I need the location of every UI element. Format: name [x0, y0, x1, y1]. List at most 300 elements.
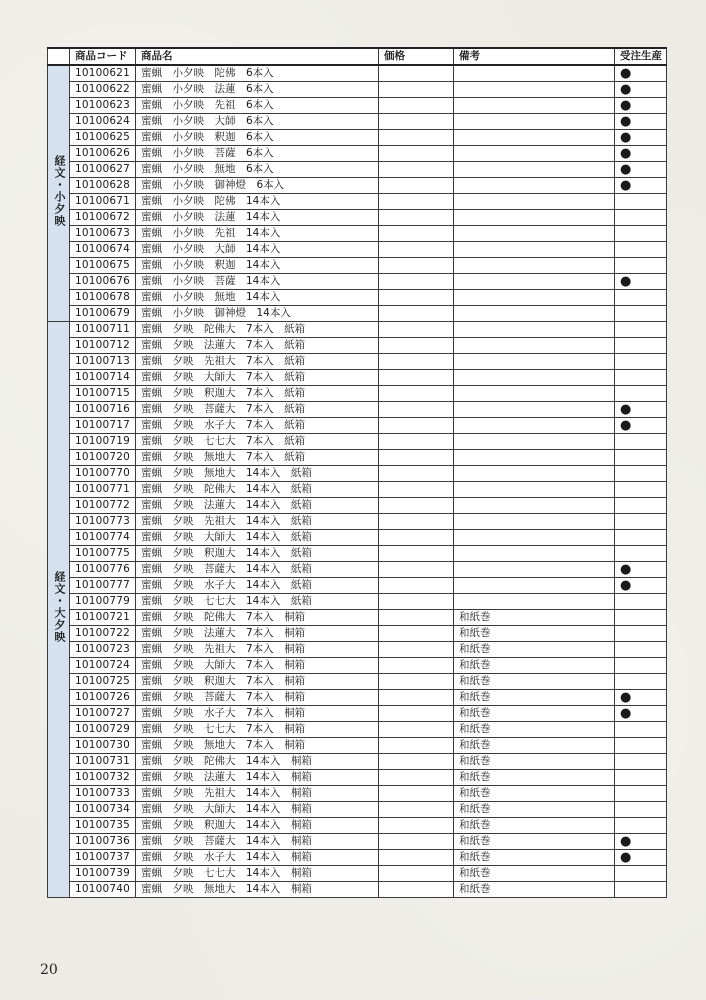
product-code: 10100627 [70, 162, 136, 178]
product-price [379, 210, 454, 226]
table-row [48, 65, 667, 82]
table-row [48, 786, 667, 802]
made-to-order-cell [615, 114, 667, 130]
product-code: 10100735 [70, 818, 136, 834]
product-name: 蜜蝋 小夕映 菩薩 6本入 [136, 146, 379, 162]
product-note [454, 562, 615, 578]
product-note [454, 242, 615, 258]
product-name: 蜜蝋 小夕映 陀佛 6本入 [136, 65, 379, 82]
made-to-order-cell [615, 450, 667, 466]
product-price [379, 818, 454, 834]
product-price [379, 770, 454, 786]
product-name: 蜜蝋 小夕映 先祖 14本入 [136, 226, 379, 242]
product-note [454, 194, 615, 210]
product-note: 和紙巻 [454, 770, 615, 786]
product-code: 10100678 [70, 290, 136, 306]
product-code: 10100771 [70, 482, 136, 498]
product-name: 蜜蝋 夕映 大師大 14本入 紙箱 [136, 530, 379, 546]
table-row [48, 690, 667, 706]
made-to-order-cell [615, 594, 667, 610]
made-to-order-cell [615, 754, 667, 770]
header-name: 商品名 [136, 48, 379, 65]
product-name: 蜜蝋 夕映 菩薩大 7本入 紙箱 [136, 402, 379, 418]
product-price [379, 562, 454, 578]
made-to-order-cell [615, 578, 667, 594]
table-row [48, 354, 667, 370]
made-to-order-mark: ● [620, 162, 632, 177]
made-to-order-mark: ● [620, 850, 632, 865]
product-note: 和紙巻 [454, 834, 615, 850]
product-note [454, 274, 615, 290]
product-price [379, 514, 454, 530]
table-row [48, 658, 667, 674]
table-row [48, 562, 667, 578]
product-name: 蜜蝋 夕映 先祖大 7本入 紙箱 [136, 354, 379, 370]
product-note [454, 162, 615, 178]
product-price [379, 466, 454, 482]
made-to-order-cell [615, 242, 667, 258]
product-code: 10100727 [70, 706, 136, 722]
product-price [379, 354, 454, 370]
product-name: 蜜蝋 小夕映 法蓮 6本入 [136, 82, 379, 98]
made-to-order-cell [615, 674, 667, 690]
product-price [379, 386, 454, 402]
table-row [48, 242, 667, 258]
product-price [379, 274, 454, 290]
product-name: 蜜蝋 夕映 水子大 14本入 紙箱 [136, 578, 379, 594]
product-price [379, 530, 454, 546]
product-price [379, 370, 454, 386]
product-note [454, 418, 615, 434]
product-name: 蜜蝋 小夕映 菩薩 14本入 [136, 274, 379, 290]
product-price [379, 546, 454, 562]
table-row [48, 818, 667, 834]
table-row [48, 498, 667, 514]
table-row [48, 290, 667, 306]
table-row [48, 386, 667, 402]
category-label: 経文・大夕映 [53, 571, 66, 643]
product-note [454, 98, 615, 114]
made-to-order-cell [615, 866, 667, 882]
product-name: 蜜蝋 夕映 法蓮大 14本入 桐箱 [136, 770, 379, 786]
table-row [48, 738, 667, 754]
product-note: 和紙巻 [454, 754, 615, 770]
product-price [379, 482, 454, 498]
product-note [454, 226, 615, 242]
table-row [48, 706, 667, 722]
product-price [379, 258, 454, 274]
made-to-order-mark: ● [620, 418, 632, 433]
product-code: 10100725 [70, 674, 136, 690]
product-name: 蜜蝋 小夕映 先祖 6本入 [136, 98, 379, 114]
product-price [379, 674, 454, 690]
product-code: 10100674 [70, 242, 136, 258]
product-note: 和紙巻 [454, 850, 615, 866]
product-note [454, 386, 615, 402]
made-to-order-cell [615, 514, 667, 530]
product-name: 蜜蝋 夕映 先祖大 14本入 紙箱 [136, 514, 379, 530]
table-row [48, 162, 667, 178]
table-row [48, 514, 667, 530]
made-to-order-mark: ● [620, 834, 632, 849]
made-to-order-cell [615, 258, 667, 274]
made-to-order-cell [615, 65, 667, 82]
table-row [48, 178, 667, 194]
product-price [379, 578, 454, 594]
product-price [379, 194, 454, 210]
page-number: 20 [40, 962, 58, 978]
category-label-cell [48, 65, 70, 322]
product-price [379, 866, 454, 882]
header-note: 備考 [454, 48, 615, 65]
product-note: 和紙巻 [454, 722, 615, 738]
product-name: 蜜蝋 夕映 七七大 7本入 紙箱 [136, 434, 379, 450]
made-to-order-mark: ● [620, 690, 632, 705]
made-to-order-cell [615, 658, 667, 674]
product-name: 蜜蝋 小夕映 大師 6本入 [136, 114, 379, 130]
product-code: 10100740 [70, 882, 136, 898]
product-code: 10100730 [70, 738, 136, 754]
product-note [454, 450, 615, 466]
product-note [454, 258, 615, 274]
made-to-order-cell [615, 530, 667, 546]
product-price [379, 65, 454, 82]
product-name: 蜜蝋 夕映 七七大 14本入 桐箱 [136, 866, 379, 882]
table-row [48, 322, 667, 338]
product-code: 10100726 [70, 690, 136, 706]
product-name: 蜜蝋 夕映 陀佛大 7本入 紙箱 [136, 322, 379, 338]
category-label: 経文・小夕映 [53, 155, 66, 227]
product-note [454, 434, 615, 450]
product-name: 蜜蝋 夕映 水子大 7本入 桐箱 [136, 706, 379, 722]
product-price [379, 290, 454, 306]
product-code: 10100774 [70, 530, 136, 546]
product-code: 10100673 [70, 226, 136, 242]
product-price [379, 178, 454, 194]
table-row [48, 434, 667, 450]
table-row [48, 146, 667, 162]
product-name: 蜜蝋 小夕映 無地 14本入 [136, 290, 379, 306]
product-note [454, 130, 615, 146]
product-code: 10100731 [70, 754, 136, 770]
made-to-order-cell [615, 882, 667, 898]
product-note: 和紙巻 [454, 642, 615, 658]
product-name: 蜜蝋 小夕映 法蓮 14本入 [136, 210, 379, 226]
product-note: 和紙巻 [454, 802, 615, 818]
product-note [454, 514, 615, 530]
made-to-order-cell [615, 370, 667, 386]
product-code: 10100671 [70, 194, 136, 210]
product-name: 蜜蝋 小夕映 陀佛 14本入 [136, 194, 379, 210]
product-name: 蜜蝋 夕映 水子大 7本入 紙箱 [136, 418, 379, 434]
made-to-order-mark: ● [620, 114, 632, 129]
product-name: 蜜蝋 夕映 釈迦大 14本入 桐箱 [136, 818, 379, 834]
category-label-cell [48, 322, 70, 898]
product-name: 蜜蝋 小夕映 大師 14本入 [136, 242, 379, 258]
table-row [48, 882, 667, 898]
table-row [48, 754, 667, 770]
product-note [454, 482, 615, 498]
made-to-order-cell [615, 386, 667, 402]
product-note: 和紙巻 [454, 674, 615, 690]
product-code: 10100772 [70, 498, 136, 514]
header-order: 受注生産 [615, 48, 667, 65]
made-to-order-cell [615, 466, 667, 482]
made-to-order-cell [615, 434, 667, 450]
product-code: 10100720 [70, 450, 136, 466]
product-note: 和紙巻 [454, 626, 615, 642]
made-to-order-cell [615, 338, 667, 354]
product-code: 10100729 [70, 722, 136, 738]
product-code: 10100672 [70, 210, 136, 226]
product-note: 和紙巻 [454, 882, 615, 898]
product-code: 10100625 [70, 130, 136, 146]
product-code: 10100719 [70, 434, 136, 450]
table-row [48, 226, 667, 242]
table-row [48, 578, 667, 594]
product-code: 10100776 [70, 562, 136, 578]
product-code: 10100675 [70, 258, 136, 274]
product-code: 10100733 [70, 786, 136, 802]
product-note: 和紙巻 [454, 818, 615, 834]
product-price [379, 626, 454, 642]
header-price: 価格 [379, 48, 454, 65]
made-to-order-cell [615, 210, 667, 226]
product-note [454, 322, 615, 338]
made-to-order-mark: ● [620, 82, 632, 97]
table-row [48, 482, 667, 498]
made-to-order-cell [615, 802, 667, 818]
product-note [454, 466, 615, 482]
product-name: 蜜蝋 夕映 先祖大 14本入 桐箱 [136, 786, 379, 802]
product-code: 10100779 [70, 594, 136, 610]
made-to-order-cell [615, 834, 667, 850]
product-price [379, 786, 454, 802]
product-name: 蜜蝋 夕映 菩薩大 14本入 紙箱 [136, 562, 379, 578]
product-price [379, 658, 454, 674]
made-to-order-cell [615, 82, 667, 98]
product-name: 蜜蝋 小夕映 御神燈 6本入 [136, 178, 379, 194]
product-code: 10100777 [70, 578, 136, 594]
made-to-order-mark: ● [620, 706, 632, 721]
made-to-order-cell [615, 642, 667, 658]
table-row [48, 258, 667, 274]
product-code: 10100770 [70, 466, 136, 482]
product-name: 蜜蝋 夕映 無地大 14本入 桐箱 [136, 882, 379, 898]
product-name: 蜜蝋 夕映 法蓮大 7本入 紙箱 [136, 338, 379, 354]
product-note [454, 530, 615, 546]
made-to-order-cell [615, 722, 667, 738]
product-name: 蜜蝋 夕映 陀佛大 14本入 桐箱 [136, 754, 379, 770]
table-row [48, 210, 667, 226]
product-price [379, 834, 454, 850]
product-note: 和紙巻 [454, 786, 615, 802]
made-to-order-cell [615, 162, 667, 178]
product-note [454, 210, 615, 226]
made-to-order-mark: ● [620, 402, 632, 417]
product-name: 蜜蝋 夕映 七七大 14本入 紙箱 [136, 594, 379, 610]
product-price [379, 82, 454, 98]
product-code: 10100628 [70, 178, 136, 194]
table-row [48, 370, 667, 386]
product-note [454, 498, 615, 514]
table-body [48, 65, 667, 898]
header-category-cell [48, 48, 70, 65]
product-note [454, 594, 615, 610]
product-code: 10100773 [70, 514, 136, 530]
made-to-order-cell [615, 178, 667, 194]
product-note [454, 354, 615, 370]
product-code: 10100622 [70, 82, 136, 98]
product-code: 10100721 [70, 610, 136, 626]
made-to-order-cell [615, 274, 667, 290]
product-code: 10100734 [70, 802, 136, 818]
made-to-order-cell [615, 770, 667, 786]
made-to-order-cell [615, 546, 667, 562]
header-code: 商品コード [70, 48, 136, 65]
table-row [48, 626, 667, 642]
product-note [454, 578, 615, 594]
product-name: 蜜蝋 夕映 法蓮大 7本入 桐箱 [136, 626, 379, 642]
product-price [379, 98, 454, 114]
product-code: 10100775 [70, 546, 136, 562]
product-code: 10100624 [70, 114, 136, 130]
product-code: 10100623 [70, 98, 136, 114]
product-name: 蜜蝋 小夕映 無地 6本入 [136, 162, 379, 178]
table-row [48, 338, 667, 354]
product-name: 蜜蝋 夕映 釈迦大 7本入 桐箱 [136, 674, 379, 690]
made-to-order-cell [615, 562, 667, 578]
product-note [454, 290, 615, 306]
table-row [48, 306, 667, 322]
product-note: 和紙巻 [454, 866, 615, 882]
table-row [48, 114, 667, 130]
product-code: 10100713 [70, 354, 136, 370]
product-name: 蜜蝋 夕映 釈迦大 7本入 紙箱 [136, 386, 379, 402]
made-to-order-cell [615, 322, 667, 338]
made-to-order-mark: ● [620, 178, 632, 193]
made-to-order-cell [615, 610, 667, 626]
table-row [48, 850, 667, 866]
product-code: 10100737 [70, 850, 136, 866]
table-row [48, 610, 667, 626]
table-row [48, 546, 667, 562]
product-price [379, 754, 454, 770]
made-to-order-cell [615, 306, 667, 322]
product-price [379, 402, 454, 418]
product-price [379, 434, 454, 450]
made-to-order-mark: ● [620, 66, 632, 81]
product-price [379, 146, 454, 162]
made-to-order-cell [615, 130, 667, 146]
product-name: 蜜蝋 夕映 七七大 7本入 桐箱 [136, 722, 379, 738]
product-price [379, 130, 454, 146]
product-code: 10100626 [70, 146, 136, 162]
product-price [379, 450, 454, 466]
table-row [48, 194, 667, 210]
made-to-order-mark: ● [620, 274, 632, 289]
product-code: 10100715 [70, 386, 136, 402]
made-to-order-mark: ● [620, 98, 632, 113]
product-price [379, 162, 454, 178]
product-code: 10100714 [70, 370, 136, 386]
product-name: 蜜蝋 夕映 菩薩大 7本入 桐箱 [136, 690, 379, 706]
made-to-order-cell [615, 194, 667, 210]
product-note: 和紙巻 [454, 690, 615, 706]
product-note [454, 370, 615, 386]
product-name: 蜜蝋 夕映 釈迦大 14本入 紙箱 [136, 546, 379, 562]
made-to-order-mark: ● [620, 578, 632, 593]
product-code: 10100739 [70, 866, 136, 882]
product-note: 和紙巻 [454, 658, 615, 674]
product-code: 10100736 [70, 834, 136, 850]
product-note [454, 338, 615, 354]
made-to-order-cell [615, 418, 667, 434]
product-name: 蜜蝋 夕映 無地大 14本入 紙箱 [136, 466, 379, 482]
product-price [379, 498, 454, 514]
table-row [48, 450, 667, 466]
product-code: 10100722 [70, 626, 136, 642]
product-price [379, 738, 454, 754]
product-note: 和紙巻 [454, 738, 615, 754]
table-row [48, 674, 667, 690]
table-row [48, 722, 667, 738]
table-row [48, 770, 667, 786]
product-name: 蜜蝋 夕映 水子大 14本入 桐箱 [136, 850, 379, 866]
table-row [48, 418, 667, 434]
product-price [379, 338, 454, 354]
product-name: 蜜蝋 夕映 大師大 7本入 桐箱 [136, 658, 379, 674]
product-price [379, 690, 454, 706]
product-note [454, 65, 615, 82]
table-row [48, 466, 667, 482]
product-price [379, 322, 454, 338]
made-to-order-cell [615, 786, 667, 802]
made-to-order-cell [615, 146, 667, 162]
product-price [379, 610, 454, 626]
product-code: 10100676 [70, 274, 136, 290]
product-note [454, 114, 615, 130]
product-price [379, 594, 454, 610]
product-name: 蜜蝋 夕映 大師大 7本入 紙箱 [136, 370, 379, 386]
product-price [379, 802, 454, 818]
made-to-order-mark: ● [620, 130, 632, 145]
product-price [379, 226, 454, 242]
product-note [454, 546, 615, 562]
product-price [379, 642, 454, 658]
product-name: 蜜蝋 夕映 無地大 7本入 桐箱 [136, 738, 379, 754]
product-note: 和紙巻 [454, 610, 615, 626]
made-to-order-cell [615, 226, 667, 242]
made-to-order-cell [615, 626, 667, 642]
product-price [379, 306, 454, 322]
product-price [379, 418, 454, 434]
product-name: 蜜蝋 夕映 大師大 14本入 桐箱 [136, 802, 379, 818]
product-code: 10100724 [70, 658, 136, 674]
table-row [48, 274, 667, 290]
product-code: 10100711 [70, 322, 136, 338]
made-to-order-cell [615, 738, 667, 754]
product-price [379, 850, 454, 866]
product-name: 蜜蝋 夕映 菩薩大 14本入 桐箱 [136, 834, 379, 850]
product-code: 10100716 [70, 402, 136, 418]
made-to-order-cell [615, 818, 667, 834]
product-name: 蜜蝋 夕映 法蓮大 14本入 紙箱 [136, 498, 379, 514]
made-to-order-cell [615, 850, 667, 866]
product-code: 10100723 [70, 642, 136, 658]
product-note [454, 402, 615, 418]
product-note [454, 82, 615, 98]
